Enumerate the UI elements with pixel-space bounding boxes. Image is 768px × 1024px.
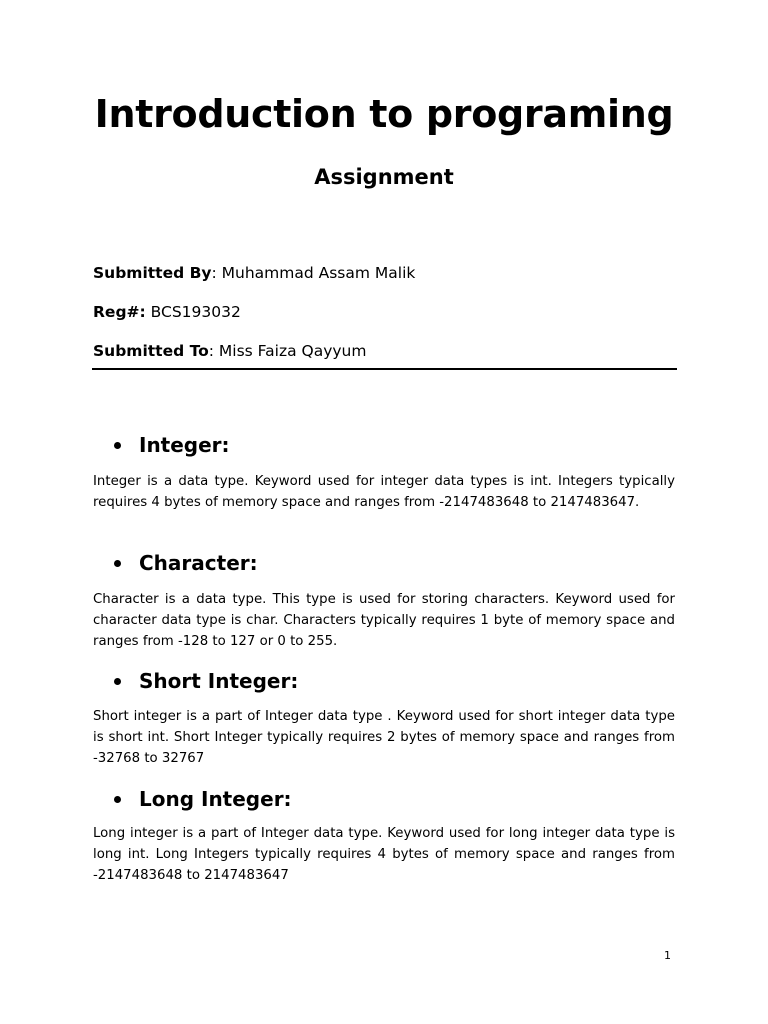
document-title: Introduction to programing bbox=[94, 92, 674, 136]
section-body-character: Character is a data type. This type is used for storing characters. Keyword used for character data type is char. Characters typically requires 1 byte of memory space and ranges from -128 to 127 or 0 to 255. bbox=[93, 592, 675, 649]
section-body-long-integer: Long integer is a part of Integer data type. Keyword used for long integer data type is long int. Long Integers typically requires 4 bytes of memory space and ranges from -2147483648 to 2147483647 bbox=[93, 826, 675, 883]
submitted-by-line bbox=[93, 262, 415, 284]
document-subtitle: Assignment bbox=[314, 165, 454, 189]
registration-label: Reg#: bbox=[93, 303, 146, 321]
section-heading-label: Integer: bbox=[139, 433, 230, 457]
section-heading-label: Character: bbox=[139, 551, 258, 575]
bullet-icon bbox=[114, 442, 121, 449]
section-heading-integer bbox=[114, 430, 230, 460]
header-divider bbox=[92, 368, 677, 370]
section-heading-label: Long Integer: bbox=[139, 787, 292, 811]
section-body-short-integer: Short integer is a part of Integer data type . Keyword used for short integer data type is short int. Short Integer typically requires 2 bytes of memory space and ranges from -32768 to 32767 bbox=[93, 709, 675, 766]
section-heading-character bbox=[114, 548, 258, 578]
section-heading-label: Short Integer: bbox=[139, 669, 299, 693]
submitted-to-line bbox=[93, 340, 366, 362]
bullet-icon bbox=[114, 678, 121, 685]
registration-value: BCS193032 bbox=[145, 303, 241, 321]
submitted-by-label: Submitted By bbox=[93, 264, 212, 282]
bullet-icon bbox=[114, 560, 121, 567]
submitted-to-label: Submitted To bbox=[93, 342, 209, 360]
section-heading-short-integer bbox=[114, 666, 298, 696]
submitted-to-value: : Miss Faiza Qayyum bbox=[208, 342, 367, 360]
bullet-icon bbox=[114, 796, 121, 803]
page-number: 1 bbox=[664, 949, 671, 962]
section-body-integer: Integer is a data type. Keyword used for integer data types is int. Integers typically requires 4 bytes of memory space and ranges from -2147483648 to 2147483647. bbox=[93, 474, 675, 510]
registration-line bbox=[93, 301, 241, 323]
submitted-by-value: : Muhammad Assam Malik bbox=[211, 264, 416, 282]
section-heading-long-integer bbox=[114, 784, 292, 814]
